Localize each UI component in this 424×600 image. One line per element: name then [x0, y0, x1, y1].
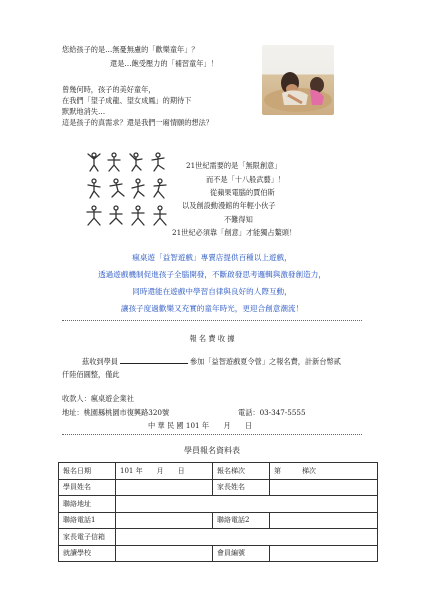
paragraph-line: 這是孩子的真需求？還是我們一廂情願的想法？	[62, 118, 213, 127]
highlight-line-2: 透過遊戲機制促進孩子全腦開發，不斷啟發思考邏輯與激發創造力，	[98, 270, 326, 279]
receipt-body-line-1	[82, 355, 341, 367]
receipt-address: 地址：桃園縣桃園市復興路320號	[62, 408, 170, 417]
creativity-line-6: 21世紀必須靠「創意」才能獨占鰲頭！	[172, 228, 297, 237]
table-row	[59, 496, 378, 513]
stick-figures-illustration	[84, 150, 176, 232]
label-phone-2: 聯絡電話2	[213, 512, 270, 529]
receipt-date: 中 華 民 國 101 年 月 日	[148, 421, 253, 430]
intro-question-line-2: 還是…飽受壓力的「補習童年」！	[110, 59, 218, 68]
receipt-body-prefix: 茲收到學員	[82, 357, 118, 366]
child-playing-sand-photo	[262, 45, 334, 115]
field-registration-date[interactable]: 101 年 月 日	[116, 463, 213, 480]
creativity-line-2: 而不是「十八般武藝」！	[206, 175, 286, 184]
table-row	[59, 463, 378, 480]
dotted-separator	[62, 320, 362, 321]
table-row	[59, 545, 378, 562]
receipt-payee: 收款人：瘋桌遊企業社	[62, 394, 134, 403]
creativity-line-4: 以及創設動漫館的年輕小伙子	[182, 201, 276, 210]
table-row	[59, 512, 378, 529]
field-phone-2[interactable]	[270, 512, 378, 529]
label-member-id: 會員編號	[213, 545, 270, 562]
paragraph-childhood	[62, 84, 213, 128]
label-phone-1: 聯絡電話1	[59, 512, 116, 529]
receipt-body-line-2: 仟陸佰圓整，僅此	[62, 370, 120, 379]
field-phone-1[interactable]	[116, 512, 213, 529]
field-school[interactable]	[116, 545, 213, 562]
creativity-line-1: 21世紀需要的是「無限創意」	[186, 161, 282, 170]
field-member-id[interactable]	[270, 545, 378, 562]
table-row	[59, 529, 378, 546]
field-parent-name[interactable]	[270, 479, 378, 496]
receipt-body-suffix: 參加「益智遊戲夏令營」之報名費，計新台幣貳	[189, 357, 341, 366]
highlight-line-1: 瘋桌遊「益智遊戲」專賣店提供百種以上遊戲，	[132, 253, 292, 262]
field-session[interactable]: 第 梯次	[270, 463, 378, 480]
form-title: 學員報名資料表	[184, 446, 240, 455]
intro-question-line-1: 您給孩子的是…無憂無慮的「歡樂童年」？	[62, 45, 199, 54]
student-name-blank[interactable]	[120, 355, 188, 364]
receipt-phone: 電話：03-347-5555	[238, 408, 306, 417]
field-address[interactable]	[116, 496, 378, 513]
field-parent-email[interactable]	[116, 529, 378, 546]
dotted-separator	[62, 434, 362, 435]
highlight-line-3: 同時還能在遊戲中學習自律與良好的人際互動，	[132, 287, 292, 296]
paragraph-line: 曾幾何時，孩子的美好童年，	[62, 85, 156, 94]
registration-form-table	[58, 462, 378, 562]
paragraph-line: 在我們「望子成龍、望女成鳳」的期待下	[62, 96, 192, 105]
label-student-name: 學員姓名	[59, 479, 116, 496]
label-parent-email: 家長電子信箱	[59, 529, 116, 546]
highlight-line-4: 讓孩子度過歡樂又充實的童年時光，更迎合創意潮流！	[120, 304, 304, 313]
paragraph-line: 默默地消失…	[62, 107, 106, 116]
label-address: 聯絡地址	[59, 496, 116, 513]
label-parent-name: 家長姓名	[213, 479, 270, 496]
label-registration-date: 報名日期	[59, 463, 116, 480]
label-session: 報名梯次	[213, 463, 270, 480]
table-row	[59, 479, 378, 496]
field-student-name[interactable]	[116, 479, 213, 496]
receipt-title: 報 名 費 收 據	[189, 334, 235, 343]
creativity-line-3: 從蘋果電腦的賈伯斯	[210, 188, 275, 197]
label-school: 就讀學校	[59, 545, 116, 562]
creativity-line-5: 不難得知	[224, 215, 253, 224]
